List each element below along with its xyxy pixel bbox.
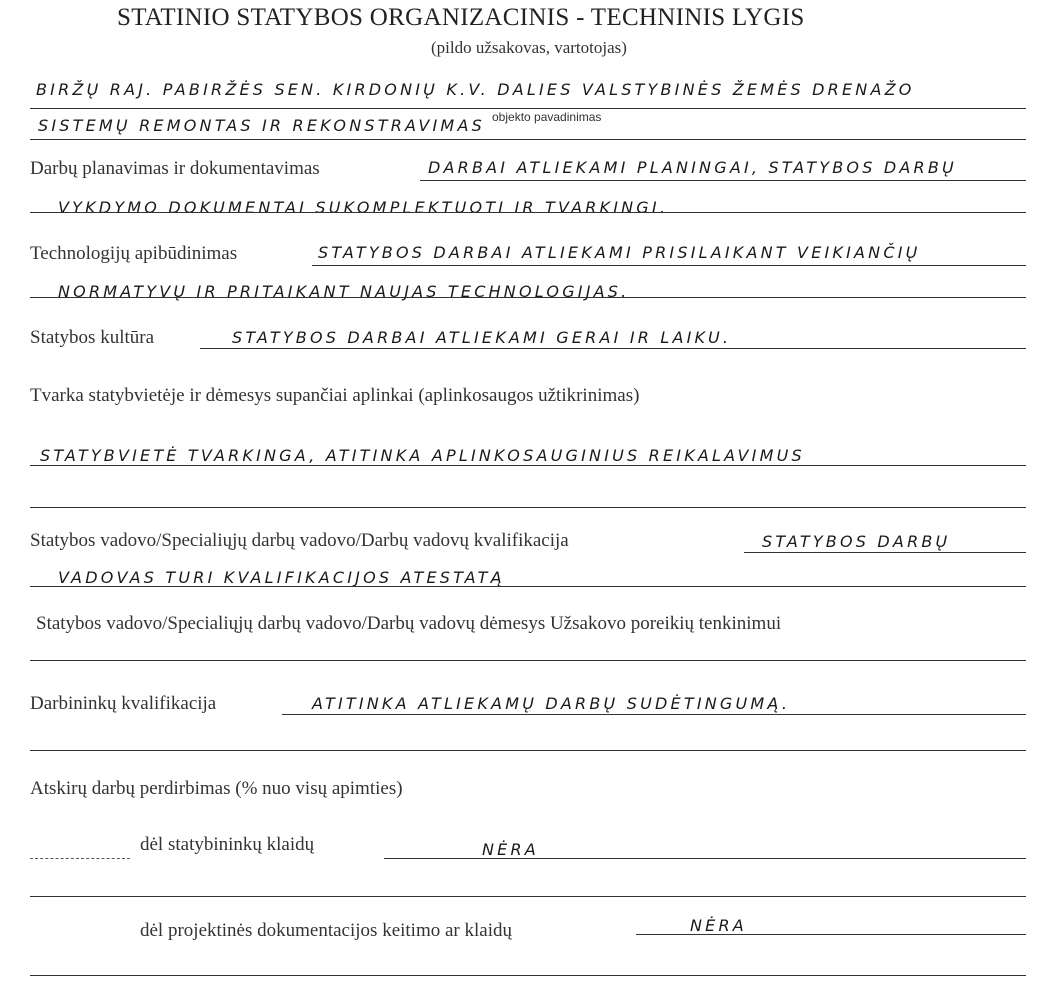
rework-design-label: dėl projektinės dokumentacijos keitimo ar klaidų <box>140 920 512 941</box>
form-subtitle: (pildo užsakovas, vartotojas) <box>431 38 627 57</box>
qualification-rule-2 <box>30 586 1026 587</box>
culture-rule <box>200 348 1026 349</box>
rework-builders-value: NĖRA <box>482 840 539 859</box>
technology-rule <box>312 265 1026 266</box>
workers-rule-2 <box>30 750 1026 751</box>
culture-value: STATYBOS DARBAI ATLIEKAMI GERAI IR LAIKU. <box>232 328 732 347</box>
site-order-label: Tvarka statybvietėje ir dėmesys supančiai aplinkai (aplinkosaugos užtikrinimas) <box>30 385 640 406</box>
object-name-rule <box>30 108 1026 109</box>
site-order-value: STATYBVIETĖ TVARKINGA, ATITINKA APLINKOSAUGINIUS REIKALAVIMUS <box>40 446 805 465</box>
rework-design-rule-2 <box>30 975 1026 976</box>
qualification-value-line2: VADOVAS TURI KVALIFIKACIJOS ATESTATĄ <box>58 568 505 587</box>
object-name-rule-2 <box>30 139 1026 140</box>
planning-value-line1: DARBAI ATLIEKAMI PLANINGAI, STATYBOS DARBŲ <box>428 158 957 177</box>
rework-builders-rule-2 <box>30 896 1026 897</box>
form-title: STATINIO STATYBOS ORGANIZACINIS - TECHNINIS LYGIS <box>117 4 805 31</box>
object-name-line2: SISTEMŲ REMONTAS IR REKONSTRAVIMAS <box>38 116 485 135</box>
object-name-line1: BIRŽŲ RAJ. PABIRŽĖS SEN. KIRDONIŲ K.V. DALIES VALSTYBINĖS ŽEMĖS DRENAŽO <box>36 80 915 99</box>
attention-rule <box>30 660 1026 661</box>
planning-label: Darbų planavimas ir dokumentavimas <box>30 158 320 179</box>
planning-value-line2: VYKDYMO DOKUMENTAI SUKOMPLEKTUOTI IR TVARKINGI. <box>58 198 669 217</box>
rework-builders-label: dėl statybininkų klaidų <box>140 834 315 855</box>
technology-rule-2 <box>30 297 1026 298</box>
qualification-rule <box>744 552 1026 553</box>
technology-value-line1: STATYBOS DARBAI ATLIEKAMI PRISILAIKANT VEIKIANČIŲ <box>318 243 921 262</box>
rework-design-rule <box>636 934 1026 935</box>
workers-label: Darbininkų kvalifikacija <box>30 693 217 714</box>
culture-label: Statybos kultūra <box>30 327 155 348</box>
rework-design-value: NĖRA <box>690 916 747 935</box>
qualification-value-line1: STATYBOS DARBŲ <box>762 532 951 551</box>
planning-rule <box>420 180 1026 181</box>
qualification-label: Statybos vadovo/Specialiųjų darbų vadovo/Darbų vadovų kvalifikacija <box>30 530 569 551</box>
planning-rule-2 <box>30 212 1026 213</box>
rework-builders-leader <box>30 858 130 859</box>
rework-builders-rule <box>384 858 1026 859</box>
site-order-rule-2 <box>30 507 1026 508</box>
attention-label: Statybos vadovo/Specialiųjų darbų vadovo/Darbų vadovų dėmesys Užsakovo poreikių tenkinimui <box>36 613 782 634</box>
workers-value: ATITINKA ATLIEKAMŲ DARBŲ SUDĖTINGUMĄ. <box>312 694 791 713</box>
site-order-rule <box>30 465 1026 466</box>
object-name-caption: objekto pavadinimas <box>492 110 602 124</box>
technology-label: Technologijų apibūdinimas <box>30 243 238 264</box>
technology-value-line2: NORMATYVŲ IR PRITAIKANT NAUJAS TECHNOLOGIJAS. <box>58 282 630 301</box>
rework-label: Atskirų darbų perdirbimas (% nuo visų apimties) <box>30 778 403 799</box>
workers-rule <box>282 714 1026 715</box>
